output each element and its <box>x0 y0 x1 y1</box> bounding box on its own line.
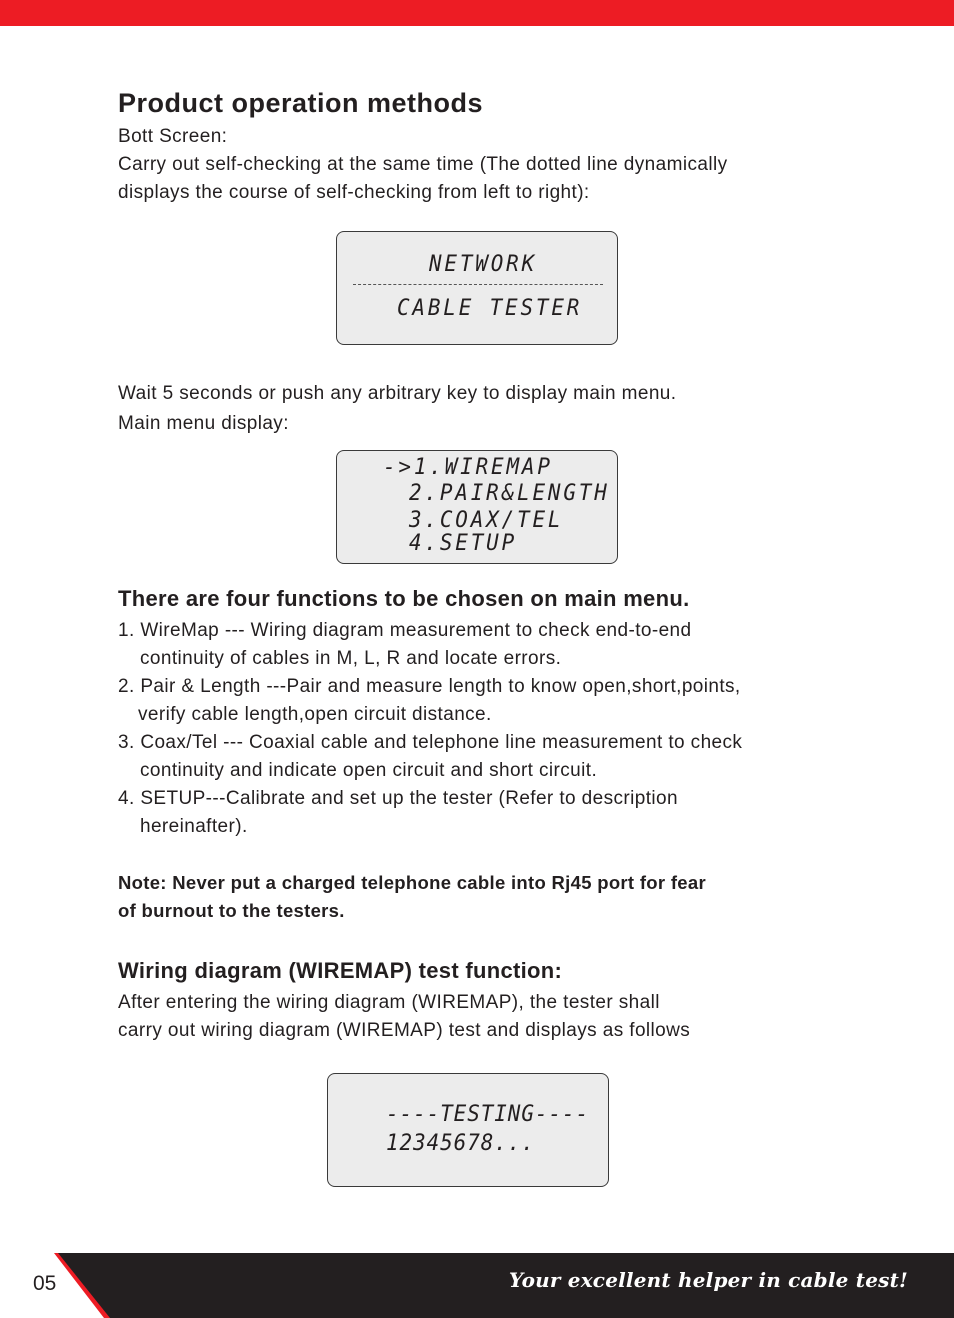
note-line-1: Note: Never put a charged telephone cable into Rj45 port for fear <box>118 872 706 893</box>
function-line-3: 2. Pair & Length ---Pair and measure length to know open,short,points, <box>118 676 741 697</box>
testing-screen-line-1: ----TESTING---- <box>386 1102 590 1127</box>
page-title: Product operation methods <box>118 88 484 118</box>
menu-screen-lcd <box>336 450 618 564</box>
boot-desc-line-2: displays the course of self-checking from left to right): <box>118 182 590 203</box>
menu-item-coax-tel: 3.COAX/TEL <box>409 508 564 533</box>
function-line-6: continuity and indicate open circuit and short circuit. <box>140 760 598 781</box>
boot-label: Bott Screen: <box>118 126 228 147</box>
function-line-8: hereinafter). <box>140 816 248 837</box>
function-line-7: 4. SETUP---Calibrate and set up the tester (Refer to description <box>118 788 678 809</box>
note-line-2: of burnout to the testers. <box>118 900 345 921</box>
wiremap-heading: Wiring diagram (WIREMAP) test function: <box>118 958 563 983</box>
footer-tagline: Your excellent helper in cable test! <box>508 1268 908 1292</box>
function-line-1: 1. WireMap --- Wiring diagram measurement to check end-to-end <box>118 620 692 641</box>
testing-screen-lcd <box>327 1073 609 1187</box>
menu-label: Main menu display: <box>118 413 289 434</box>
testing-screen-line-2: 12345678... <box>386 1131 535 1156</box>
function-line-2: continuity of cables in M, L, R and locate errors. <box>140 648 562 669</box>
boot-screen-dotted-line <box>353 284 603 285</box>
menu-item-pair-length: 2.PAIR&LENGTH <box>409 481 610 506</box>
boot-desc-line-1: Carry out self-checking at the same time (The dotted line dynamically <box>118 154 728 175</box>
boot-screen-line-1: NETWORK <box>429 252 538 277</box>
note-warning <box>118 869 706 925</box>
function-line-5: 3. Coax/Tel --- Coaxial cable and telephone line measurement to check <box>118 732 743 753</box>
page-number-tab <box>0 1253 120 1318</box>
boot-screen-line-2: CABLE TESTER <box>397 296 583 321</box>
wait-text: Wait 5 seconds or push any arbitrary key to display main menu. <box>118 383 677 404</box>
top-red-bar <box>0 0 954 26</box>
wiremap-desc-line-2: carry out wiring diagram (WIREMAP) test and displays as follows <box>118 1020 691 1041</box>
page-number: 05 <box>33 1272 57 1295</box>
function-line-4: verify cable length,open circuit distance. <box>138 704 492 725</box>
wiremap-desc-line-1: After entering the wiring diagram (WIREMAP), the tester shall <box>118 992 660 1013</box>
menu-item-setup: 4.SETUP <box>409 531 518 556</box>
boot-screen-lcd <box>336 231 618 345</box>
menu-item-wiremap: ->1.WIREMAP <box>383 455 553 480</box>
functions-heading: There are four functions to be chosen on main menu. <box>118 586 690 611</box>
